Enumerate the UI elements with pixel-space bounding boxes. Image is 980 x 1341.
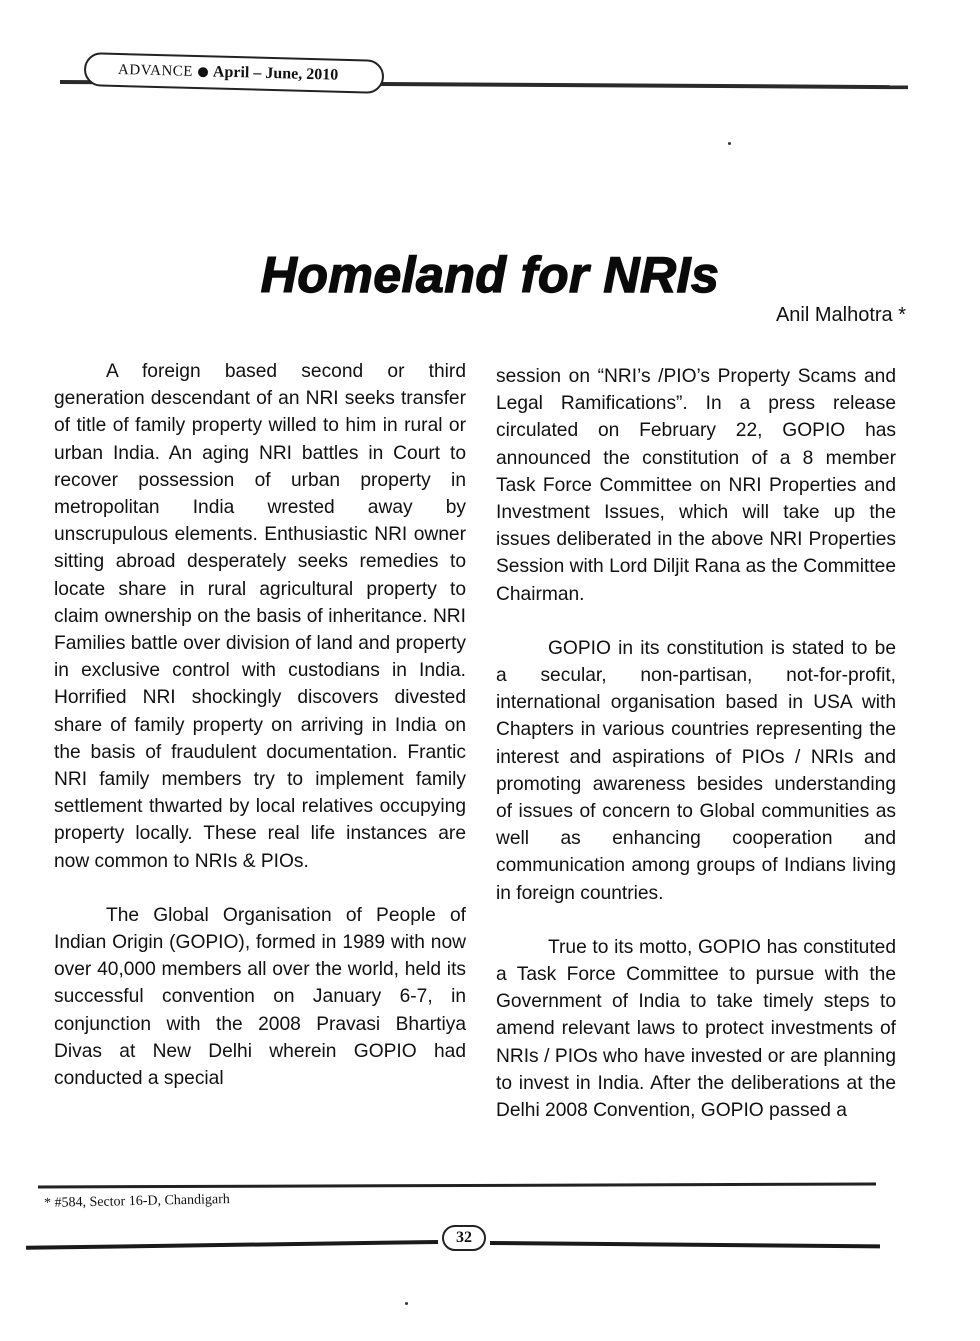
right-column	[496, 363, 896, 1124]
article-title: Homeland for NRIs	[260, 246, 720, 303]
paragraph: True to its motto, GOPIO has constituted a Task Force Committee to pursue with the Government of India to take timely steps to amend relevant laws to protect investments of NRIs / PIOs who have invested or are planning to invest in India. After the deliberations at the Delhi 2008 Convention, GOPIO passed a	[496, 936, 896, 1122]
page-number: 32	[442, 1225, 486, 1251]
footnote-rule	[38, 1183, 876, 1189]
footer-rule-right	[490, 1241, 880, 1248]
publication-name: ADVANCE	[117, 61, 194, 80]
running-header	[84, 52, 385, 94]
paragraph-continuation: session on “NRI’s /PIO’s Property Scams and Legal Ramifications”. In a press release circulated on February 22, GOPIO has announced the constitution of a 8 member Task Force Committee on NRI Properties and Investment Issues, which will take up the issues deliberated in the above NRI Properties Session with Lord Diljit Rana as the Committee Chairman.	[496, 366, 896, 605]
footer-rule-left	[26, 1240, 438, 1250]
paragraph: A foreign based second or third generation descendant of an NRI seeks transfer of title of family property willed to him in rural or urban India. An aging NRI battles in Court to recover possession of urban property in metropolitan India wrested away by unscrupulous elements. Enthusiastic NRI owner sitting abroad desperately seeks remedies to locate share in rural agricultural property to claim ownership on the basis of inheritance. NRI Families battle over division of land and property in exclusive control with custodians in India. Horrified NRI shockingly discovers divested share of family property on arriving in India on the basis of fraudulent documentation. Frantic NRI family members try to implement family settlement thwarted by local relatives occupying property locally. These real life instances are now common to NRIs & PIOs.	[54, 361, 466, 872]
paragraph: GOPIO in its constitution is stated to be a secular, non-partisan, not-for-profit, international organisation based in USA with Chapters in various countries representing the interest and aspirations of PIOs / NRIs and promoting awareness besides understanding of issues of concern to Global communities as well as enhancing cooperation and communication among groups of Indians living in foreign countries.	[496, 637, 896, 904]
issue-date: April – June, 2010	[212, 63, 339, 84]
bullet-icon	[198, 67, 208, 77]
paragraph: The Global Organisation of People of Indian Origin (GOPIO), formed in 1989 with now over 40,000 members all over the world, held its successful convention on January 6-7, in conjunction with the 2008 Pravasi Bhartiya Divas at New Delhi wherein GOPIO had conducted a special	[54, 904, 466, 1090]
left-column	[54, 358, 466, 1092]
print-speck	[405, 1302, 408, 1305]
article-author: Anil Malhotra *	[775, 304, 906, 326]
footnote: * #584, Sector 16-D, Chandigarh	[43, 1192, 230, 1211]
print-speck	[728, 142, 731, 145]
